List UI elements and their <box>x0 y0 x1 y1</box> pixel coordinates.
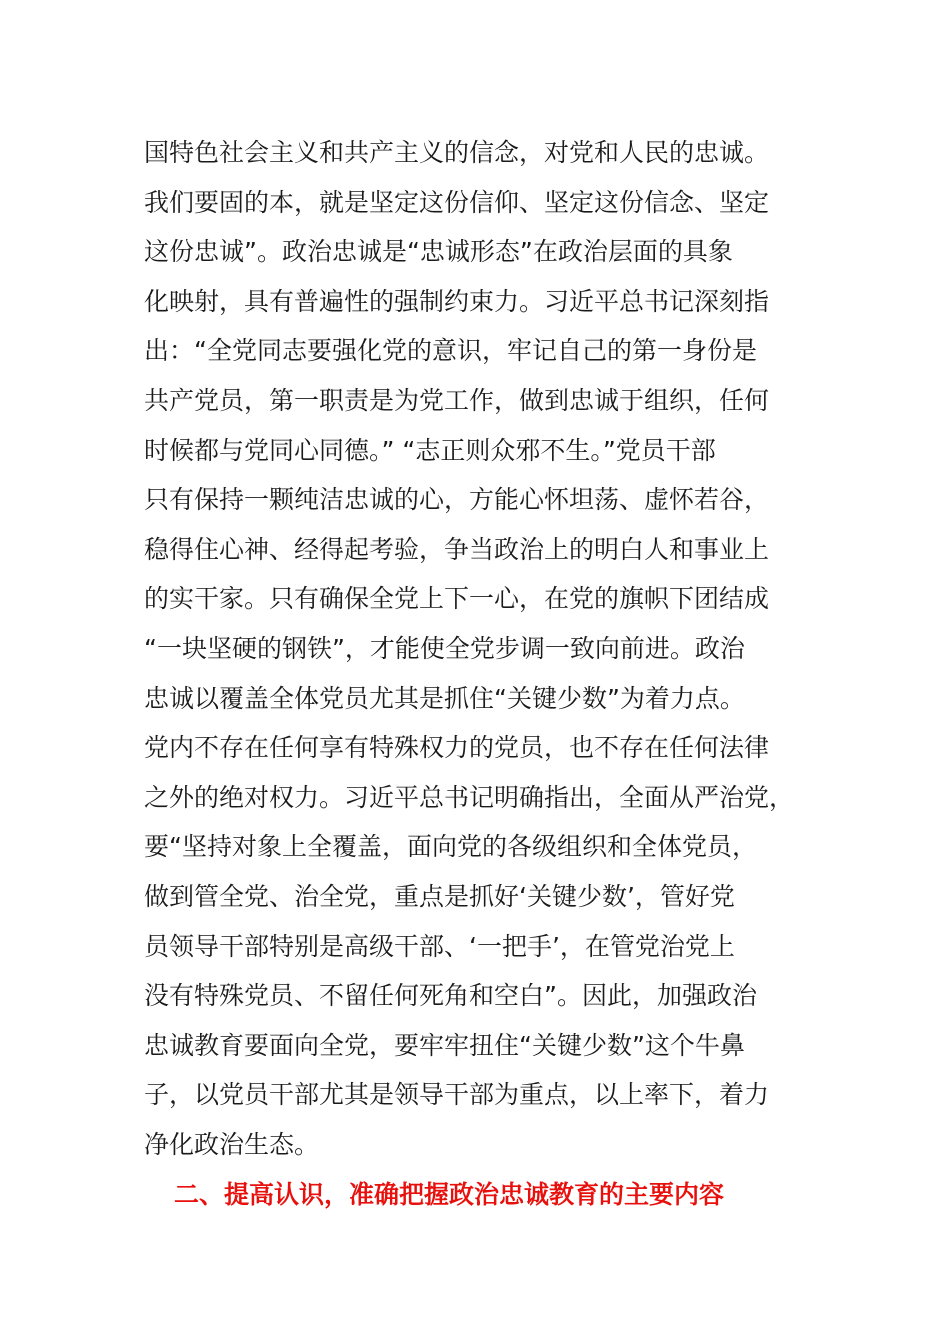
paragraph-line: 员领导干部特别是高级干部、‘一把手’，在管党治党上 <box>144 931 735 961</box>
paragraph-line: 忠诚教育要面向全党，要牢牢扭住“关键少数”这个牛鼻 <box>144 1030 745 1060</box>
paragraph-line: 时候都与党同心同德。” “志正则众邪不生。”党员干部 <box>144 435 716 465</box>
paragraph-line: 共产党员，第一职责是为党工作，做到忠诚于组织，任何 <box>144 385 770 415</box>
paragraph-line: 出：“全党同志要强化党的意识，牢记自己的第一身份是 <box>144 336 757 366</box>
paragraph-line: 要“坚持对象上全覆盖，面向党的各级组织和全体党员， <box>144 832 757 862</box>
section-heading: 二、提高认识，准确把握政治忠诚教育的主要内容 <box>174 1180 725 1209</box>
paragraph-line: 化映射，具有普遍性的强制约束力。习近平总书记深刻指 <box>144 286 770 316</box>
paragraph-line: 稳得住心神、经得起考验，争当政治上的明白人和事业上 <box>144 534 770 564</box>
paragraph-line: 党内不存在任何享有特殊权力的党员，也不存在任何法律 <box>144 733 770 763</box>
paragraph-line: 忠诚以覆盖全体党员尤其是抓住“关键少数”为着力点。 <box>144 683 745 713</box>
paragraph-line: 我们要固的本，就是坚定这份信仰、坚定这份信念、坚定 <box>144 187 770 217</box>
paragraph-line: 只有保持一颗纯洁忠诚的心，方能心怀坦荡、虚怀若谷， <box>144 485 770 515</box>
paragraph-line: “一块坚硬的钢铁”，才能使全党步调一致向前进。政治 <box>144 633 745 663</box>
paragraph-line: 的实干家。只有确保全党上下一心，在党的旗帜下团结成 <box>144 584 770 614</box>
body-paragraph <box>144 128 824 1169</box>
paragraph-line: 子，以党员干部尤其是领导干部为重点，以上率下，着力 <box>144 1080 770 1110</box>
paragraph-line: 做到管全党、治全党，重点是抓好‘关键少数’，管好党 <box>144 881 735 911</box>
paragraph-line: 国特色社会主义和共产主义的信念，对党和人民的忠诚。 <box>144 138 770 167</box>
paragraph-line: 之外的绝对权力。习近平总书记明确指出，全面从严治党， <box>144 782 795 812</box>
paragraph-line: 这份忠诚”。政治忠诚是“忠诚形态”在政治层面的具象 <box>144 237 733 267</box>
paragraph-line: 没有特殊党员、不留任何死角和空白”。因此，加强政治 <box>144 981 757 1011</box>
paragraph-line: 净化政治生态。 <box>144 1129 320 1159</box>
